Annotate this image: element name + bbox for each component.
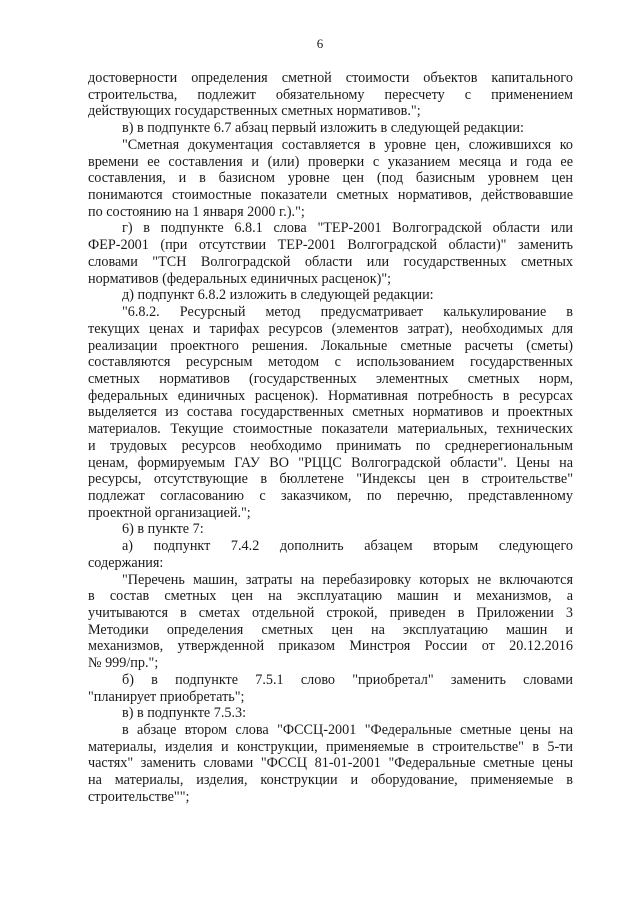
text-line: "планирует приобретать"; bbox=[88, 688, 245, 705]
text-line: 6) в пункте 7: bbox=[122, 521, 204, 538]
text-line: составляются ресурсным методом с использованием государственных bbox=[88, 354, 573, 371]
text-line: и трудовых ресурсов необходимо принимать по среднерегиональным bbox=[88, 437, 573, 454]
text-line: ФЕР-2001 (при отсутствии ТЕР-2001 Волгоградской области)" заменить bbox=[88, 237, 573, 254]
text-line: времени ее составления и (или) проверки с указанием месяца и года ее bbox=[88, 153, 573, 170]
page-number: 6 bbox=[316, 36, 324, 51]
text-line: "6.8.2. Ресурсный метод предусматривает калькулирование в bbox=[122, 304, 573, 321]
text-line: федеральных единичных расценок). Нормативная потребность в ресурсах bbox=[88, 387, 573, 404]
text-line: материалов. Текущие стоимостные показатели материальных, технических bbox=[88, 421, 573, 438]
text-line: учитываются в сметах отдельной строкой, приведен в Приложении 3 bbox=[88, 605, 573, 621]
text-line: в) в подпункте 7.5.3: bbox=[122, 705, 247, 722]
text-line: ценам, формируемым ГАУ ВО "РЦЦС Волгоградской области". Цены на bbox=[88, 454, 573, 471]
text-line: текущих ценах и тарифах ресурсов (элементов затрат), необходимых для bbox=[88, 320, 573, 337]
text-line: в) в подпункте 6.7 абзац первый изложить в следующей редакции: bbox=[122, 120, 524, 137]
text-line: по состоянию на 1 января 2000 г.)."; bbox=[88, 203, 305, 220]
text-line: ресурсы, отсутствующие в бюллетене "Индексы цен в строительстве" bbox=[88, 471, 573, 488]
text-line: строительства, подлежит обязательному пересчету с применением bbox=[88, 86, 573, 103]
text-line: действующих государственных сметных нормативов."; bbox=[88, 103, 421, 120]
text-line: Методики определения сметных цен на эксплуатацию машин и bbox=[88, 621, 573, 638]
text-line: механизмов, утвержденной приказом Минстроя России от 20.12.2016 bbox=[88, 638, 573, 655]
text-line: "Сметная документация составляется в уровне цен, сложившихся ко bbox=[122, 136, 573, 153]
text-line: проектной организацией."; bbox=[88, 504, 251, 521]
text-line: а) подпункт 7.4.2 дополнить абзацем вторым следующего bbox=[122, 538, 573, 555]
text-line: д) подпункт 6.8.2 изложить в следующей редакции: bbox=[122, 287, 434, 304]
text-line: словами "ТСН Волгоградской области или государственных сметных bbox=[88, 253, 573, 270]
text-line: составления, и в базисном уровне цен (под базисным уровнем цен bbox=[88, 170, 573, 187]
text-line: б) в подпункте 7.5.1 слово "приобретал" заменить словами bbox=[122, 671, 573, 688]
text-line: "Перечень машин, затраты на перебазировку которых не включаются bbox=[122, 571, 573, 588]
text-line: в абзаце втором слова "ФССЦ-2001 "Федеральные сметные цены на bbox=[122, 722, 573, 739]
text-line: материалы, изделия и конструкции, применяемые в строительстве" в 5-ти bbox=[88, 738, 573, 755]
text-line: содержания: bbox=[88, 554, 164, 571]
text-line: на материалы, изделия, конструкции и оборудование, применяемые в bbox=[88, 772, 573, 789]
document-body bbox=[88, 70, 573, 806]
text-line: подлежат согласованию с заказчиком, по перечню, представленному bbox=[88, 487, 573, 504]
text-line: частях" заменить словами "ФССЦ 81-01-2001 "Федеральные сметные цены bbox=[88, 755, 573, 772]
text-line: строительстве""; bbox=[88, 788, 190, 805]
text-line: достоверности определения сметной стоимости объектов капитального bbox=[88, 70, 573, 86]
text-line: понимаются стоимостные показатели сметных нормативов, действовавшие bbox=[88, 187, 573, 204]
text-line: № 999/пр."; bbox=[88, 655, 159, 672]
text-line: нормативов (федеральных единичных расценок)"; bbox=[88, 270, 392, 287]
text-line: г) в подпункте 6.8.1 слова "ТЕР-2001 Волгоградской области или bbox=[122, 220, 573, 237]
text-line: в состав сметных цен на эксплуатацию машин и механизмов, а bbox=[88, 588, 573, 605]
text-line: реализации проектного решения. Локальные сметные расчеты (сметы) bbox=[88, 337, 573, 354]
text-line: сметных нормативов (государственных элементных сметных норм, bbox=[88, 370, 573, 387]
text-line: выделяется из состава государственных сметных нормативов и проектных bbox=[88, 404, 573, 421]
